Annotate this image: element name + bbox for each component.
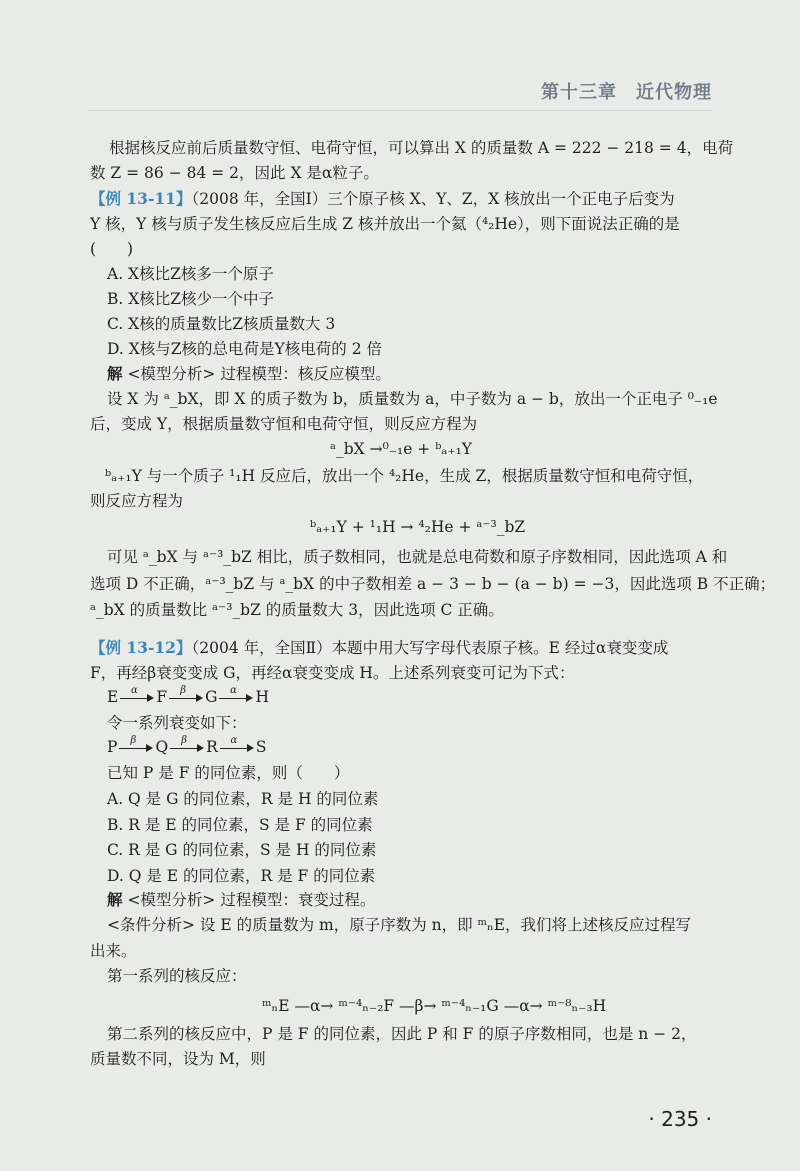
line-text: B. X核比Z核少一个中子 — [107, 290, 275, 308]
decay-series-1 — [107, 686, 269, 708]
line-text: B. R 是 E 的同位素，S 是 F 的同位素 — [107, 816, 373, 834]
decay-arrow — [170, 735, 204, 754]
line-text: 数 Z = 86 − 84 = 2，因此 X 是α粒子。 — [90, 164, 379, 182]
line-text: <条件分析> 设 E 的质量数为 m，原子序数为 n，即 ᵐₙE，我们将上述核反应过程写 — [107, 916, 692, 934]
line-text: 第二系列的核反应中，P 是 F 的同位素，因此 P 和 F 的原子序数相同，也是 n − 2， — [107, 1025, 697, 1043]
line-text: D. X核与Z核的总电荷是Y核电荷的 2 倍 — [107, 340, 382, 358]
equation: ᵇₐ₊₁Y + ¹₁H → ⁴₂He + ᵃ⁻³_bZ — [310, 518, 526, 536]
line-text: 则反应方程为 — [90, 492, 184, 510]
line-text: 可见 ᵃ_bX 与 ᵃ⁻³_bZ 相比，质子数相同，也就是总电荷数和原子序数相同，因此选项 A 和 — [107, 548, 728, 566]
line-text: 质量数不同，设为 M，则 — [90, 1050, 266, 1068]
nucleus-symbol: E — [107, 688, 119, 706]
decay-type-label: β — [181, 735, 188, 746]
decay-arrow — [220, 735, 254, 754]
decay-type-label: α — [230, 685, 237, 696]
nucleus-symbol: P — [107, 738, 118, 756]
line-text: 后，变成 Y，根据质量数守恒和电荷守恒，则反应方程为 — [90, 415, 478, 433]
decay-arrow — [169, 685, 203, 704]
line-text: 第一系列的核反应： — [107, 967, 247, 985]
decay-type-label: α — [230, 735, 238, 746]
line-text: 选项 D 不正确，ᵃ⁻³_bZ 与 ᵃ_bX 的中子数相差 a − 3 − b − (a − b) = −3，因此选项 B 不正确； — [90, 575, 776, 593]
line-text: （2004 年，全国Ⅱ）本题中用大写字母代表原子核。E 经过α衰变变成 — [191, 639, 669, 657]
solution-label: 解 — [107, 364, 123, 383]
line-text: C. X核的质量数比Z核质量数大 3 — [107, 315, 336, 333]
line-text: 根据核反应前后质量数守恒、电荷守恒，可以算出 X 的质量数 A = 222 − 218 = 4，电荷 — [109, 139, 734, 157]
line-text: 设 X 为 ᵃ_bX，即 X 的质子数为 b，质量数为 a，中子数为 a − b，放出一个正电子 ⁰₋₁e — [107, 390, 718, 408]
nucleus-symbol: F — [156, 688, 168, 706]
decay-arrow — [119, 735, 153, 754]
nucleus-symbol: S — [255, 738, 267, 756]
line-text: 已知 P 是 F 的同位素，则（ ） — [107, 764, 350, 782]
solution-label: 解 — [107, 890, 123, 909]
line-text: ᵃ_bX 的质量数比 ᵃ⁻³_bZ 的质量数大 3，因此选项 C 正确。 — [90, 601, 504, 619]
equation: ᵐₙE —α→ ᵐ⁻⁴ₙ₋₂F —β→ ᵐ⁻⁴ₙ₋₁G —α→ ᵐ⁻⁸ₙ₋₃H — [262, 997, 607, 1015]
nucleus-symbol: Q — [155, 738, 169, 756]
decay-arrow — [219, 685, 253, 704]
chapter-heading: 第十三章 近代物理 — [541, 82, 712, 103]
page-number: · 235 · — [648, 1107, 712, 1131]
nucleus-symbol: R — [206, 738, 218, 756]
nucleus-symbol: G — [205, 688, 218, 706]
line-text: A. Q 是 G 的同位素，R 是 H 的同位素 — [107, 790, 379, 808]
decay-arrow — [120, 685, 154, 704]
equation: ᵃ_bX →⁰₋₁e + ᵇₐ₊₁Y — [330, 440, 473, 458]
line-text: （2008 年，全国Ⅰ）三个原子核 X、Y、Z，X 核放出一个正电子后变为 — [191, 190, 675, 208]
line-text: ( ) — [90, 240, 134, 258]
line-text: <模型分析> 过程模型：衰变过程。 — [122, 891, 376, 909]
decay-series-2 — [107, 736, 266, 758]
line-text: ᵇₐ₊₁Y 与一个质子 ¹₁H 反应后，放出一个 ⁴₂He，生成 Z，根据质量数守恒和电荷守恒， — [105, 467, 704, 485]
example-label: 【例 13-12】 — [90, 638, 192, 657]
decay-type-label: α — [130, 685, 138, 696]
line-text: 出来。 — [90, 942, 137, 960]
decay-type-label: β — [130, 735, 137, 746]
example-label: 【例 13-11】 — [90, 189, 192, 208]
line-text: <模型分析> 过程模型：核反应模型。 — [122, 365, 391, 383]
line-text: Y 核，Y 核与质子发生核反应后生成 Z 核并放出一个氦（⁴₂He），则下面说法正确的是 — [90, 215, 680, 233]
line-text: 令一系列衰变如下： — [107, 714, 247, 732]
line-text: C. R 是 G 的同位素，S 是 H 的同位素 — [107, 841, 377, 859]
decay-type-label: β — [180, 685, 186, 696]
header-rule — [88, 110, 712, 111]
line-text: F，再经β衰变变成 G，再经α衰变变成 H。上述系列衰变可记为下式： — [90, 664, 575, 682]
line-text: A. X核比Z核多一个原子 — [107, 265, 274, 283]
line-text: D. Q 是 E 的同位素，R 是 F 的同位素 — [107, 867, 376, 885]
nucleus-symbol: H — [255, 688, 270, 706]
